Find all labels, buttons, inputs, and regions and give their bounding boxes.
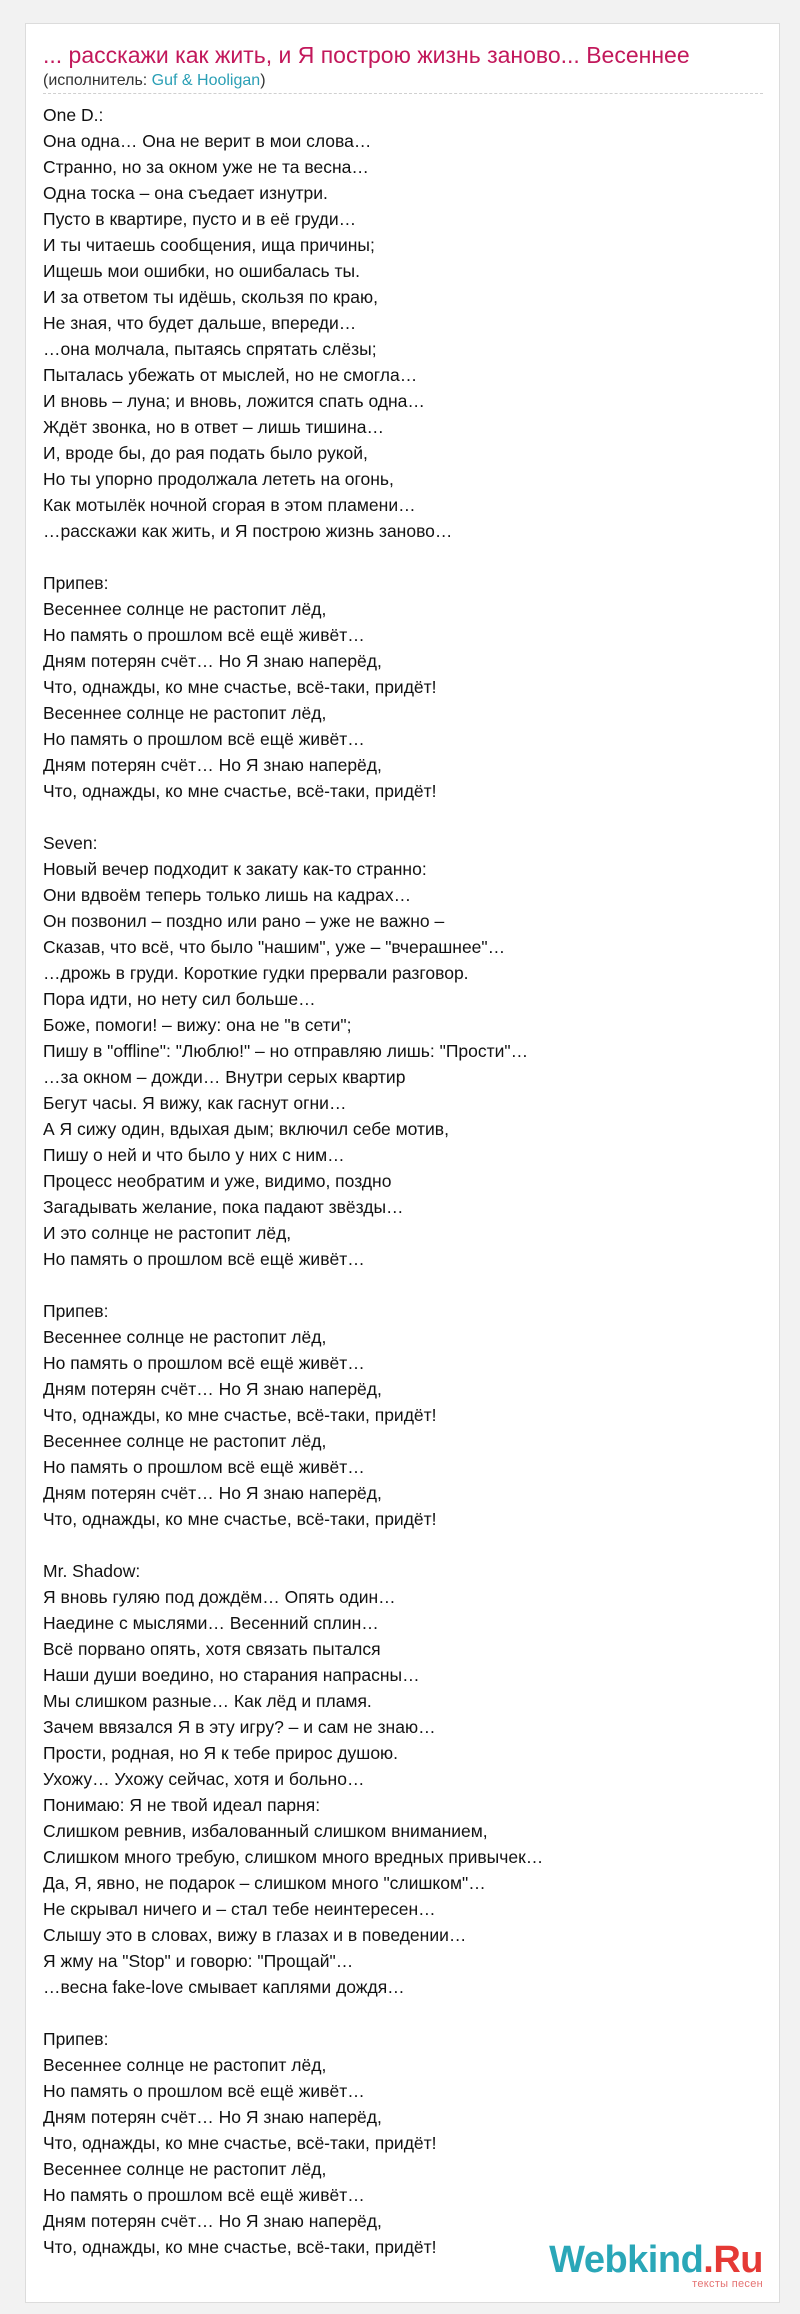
- lyric-line: Загадывать желание, пока падают звёзды…: [43, 1197, 404, 1217]
- lyric-line: Да, Я, явно, не подарок – слишком много "слишком"…: [43, 1873, 486, 1893]
- lyric-line: …дрожь в груди. Короткие гудки прервали разговор.: [43, 963, 469, 983]
- lyric-line: Дням потерян счёт… Но Я знаю наперёд,: [43, 1379, 382, 1399]
- lyric-line: Но память о прошлом всё ещё живёт…: [43, 1353, 365, 1373]
- lyric-line: Боже, помоги! – вижу: она не "в сети";: [43, 1015, 352, 1035]
- lyric-line: Весеннее солнце не растопит лёд,: [43, 1431, 327, 1451]
- lyric-line: Наши души воедино, но старания напрасны…: [43, 1665, 420, 1685]
- lyric-line: Весеннее солнце не растопит лёд,: [43, 1327, 327, 1347]
- lyric-line: И ты читаешь сообщения, ища причины;: [43, 235, 375, 255]
- lyric-line: One D.:: [43, 105, 104, 125]
- lyric-line: Одна тоска – она съедает изнутри.: [43, 183, 328, 203]
- lyric-line: Но память о прошлом всё ещё живёт…: [43, 2185, 365, 2205]
- lyric-line: Слышу это в словах, вижу в глазах и в поведении…: [43, 1925, 467, 1945]
- lyric-line: Но память о прошлом всё ещё живёт…: [43, 2081, 365, 2101]
- lyrics-page: [25, 23, 780, 2303]
- site-logo[interactable]: [549, 2240, 763, 2290]
- lyric-line: …расскажи как жить, и Я построю жизнь заново…: [43, 521, 453, 541]
- logo-tld: .Ru: [703, 2239, 763, 2281]
- lyric-line: Ждёт звонка, но в ответ – лишь тишина…: [43, 417, 385, 437]
- lyric-line: И это солнце не растопит лёд,: [43, 1223, 292, 1243]
- lyric-line: Процесс необратим и уже, видимо, поздно: [43, 1171, 392, 1191]
- stanza-break: [43, 544, 763, 570]
- lyric-line: Пишу в "offline": "Люблю!" – но отправляю лишь: "Прости"…: [43, 1041, 529, 1061]
- lyric-line: Что, однажды, ко мне счастье, всё-таки, придёт!: [43, 1405, 437, 1425]
- lyric-line: Не зная, что будет дальше, впереди…: [43, 313, 357, 333]
- lyric-line: …она молчала, пытаясь спрятать слёзы;: [43, 339, 377, 359]
- lyric-line: Что, однажды, ко мне счастье, всё-таки, придёт!: [43, 2133, 437, 2153]
- lyric-line: Что, однажды, ко мне счастье, всё-таки, придёт!: [43, 677, 437, 697]
- lyric-line: Дням потерян счёт… Но Я знаю наперёд,: [43, 2107, 382, 2127]
- lyric-line: Дням потерян счёт… Но Я знаю наперёд,: [43, 651, 382, 671]
- lyric-line: Прости, родная, но Я к тебе прирос душою.: [43, 1743, 399, 1763]
- lyric-line: И вновь – луна; и вновь, ложится спать одна…: [43, 391, 425, 411]
- lyric-line: Слишком много требую, слишком много вредных привычек…: [43, 1847, 544, 1867]
- lyric-line: Слишком ревнив, избалованный слишком вниманием,: [43, 1821, 488, 1841]
- lyric-line: Как мотылёк ночной сгорая в этом пламени…: [43, 495, 416, 515]
- stanza-break: [43, 1272, 763, 1298]
- page-title: ... расскажи как жить, и Я построю жизнь заново... Весеннее: [43, 42, 690, 68]
- lyric-line: Что, однажды, ко мне счастье, всё-таки, придёт!: [43, 1509, 437, 1529]
- lyric-line: Они вдвоём теперь только лишь на кадрах…: [43, 885, 412, 905]
- lyric-line: А Я сижу один, вдыхая дым; включил себе мотив,: [43, 1119, 449, 1139]
- lyric-line: Но память о прошлом всё ещё живёт…: [43, 1249, 365, 1269]
- lyric-line: Весеннее солнце не растопит лёд,: [43, 599, 327, 619]
- lyric-line: Весеннее солнце не растопит лёд,: [43, 2055, 327, 2075]
- logo-tagline: тексты песен: [692, 2278, 763, 2290]
- lyric-line: Дням потерян счёт… Но Я знаю наперёд,: [43, 755, 382, 775]
- lyric-line: Весеннее солнце не растопит лёд,: [43, 2159, 327, 2179]
- lyric-line: Пыталась убежать от мыслей, но не смогла…: [43, 365, 418, 385]
- lyric-line: Припев:: [43, 573, 109, 593]
- lyric-line: Seven:: [43, 833, 98, 853]
- lyric-line: И за ответом ты идёшь, скользя по краю,: [43, 287, 378, 307]
- performer-link[interactable]: Guf & Hooligan: [151, 72, 261, 89]
- lyric-line: Пусто в квартире, пусто и в её груди…: [43, 209, 357, 229]
- lyric-line: Что, однажды, ко мне счастье, всё-таки, придёт!: [43, 781, 437, 801]
- lyric-line: Припев:: [43, 1301, 109, 1321]
- lyric-line: Наедине с мыслями… Весенний сплин…: [43, 1613, 379, 1633]
- lyric-line: Бегут часы. Я вижу, как гаснут огни…: [43, 1093, 347, 1113]
- lyric-line: Он позвонил – поздно или рано – уже не важно –: [43, 911, 445, 931]
- lyric-line: Дням потерян счёт… Но Я знаю наперёд,: [43, 2211, 382, 2231]
- lyric-line: Я вновь гуляю под дождём… Опять один…: [43, 1587, 396, 1607]
- lyric-line: Ищешь мои ошибки, но ошибалась ты.: [43, 261, 360, 281]
- stanza-break: [43, 2000, 763, 2026]
- lyric-line: Пишу о ней и что было у них с ним…: [43, 1145, 345, 1165]
- stanza-break: [43, 1532, 763, 1558]
- lyric-line: Новый вечер подходит к закату как-то странно:: [43, 859, 427, 879]
- lyric-line: Ухожу… Ухожу сейчас, хотя и больно…: [43, 1769, 365, 1789]
- divider: [43, 93, 763, 94]
- lyrics-text: [43, 102, 763, 2260]
- lyric-line: Понимаю: Я не твой идеал парня:: [43, 1795, 321, 1815]
- lyric-line: Мы слишком разные… Как лёд и пламя.: [43, 1691, 372, 1711]
- lyric-line: …за окном – дожди… Внутри серых квартир: [43, 1067, 406, 1087]
- lyric-line: Что, однажды, ко мне счастье, всё-таки, придёт!: [43, 2237, 437, 2257]
- lyric-line: Зачем ввязался Я в эту игру? – и сам не знаю…: [43, 1717, 436, 1737]
- performer-suffix: ): [260, 72, 266, 89]
- lyric-line: Она одна… Она не верит в мои слова…: [43, 131, 372, 151]
- lyric-line: Странно, но за окном уже не та весна…: [43, 157, 369, 177]
- logo-main-text: Webkind: [549, 2239, 704, 2281]
- lyric-line: …весна fake-love смывает каплями дождя…: [43, 1977, 405, 1997]
- lyric-line: И, вроде бы, до рая подать было рукой,: [43, 443, 368, 463]
- lyric-line: Я жму на "Stop" и говорю: "Прощай"…: [43, 1951, 354, 1971]
- lyric-line: Сказав, что всё, что было "нашим", уже – "вчерашнее"…: [43, 937, 506, 957]
- lyric-line: Mr. Shadow:: [43, 1561, 141, 1581]
- lyric-line: Но память о прошлом всё ещё живёт…: [43, 625, 365, 645]
- lyric-line: Всё порвано опять, хотя связать пытался: [43, 1639, 381, 1659]
- stanza-break: [43, 804, 763, 830]
- lyric-line: Дням потерян счёт… Но Я знаю наперёд,: [43, 1483, 382, 1503]
- lyric-line: Но память о прошлом всё ещё живёт…: [43, 1457, 365, 1477]
- performer-line: [43, 71, 266, 91]
- lyric-line: Пора идти, но нету сил больше…: [43, 989, 316, 1009]
- performer-prefix: (исполнитель:: [43, 72, 152, 89]
- lyric-line: Но ты упорно продолжала лететь на огонь,: [43, 469, 394, 489]
- lyric-line: Припев:: [43, 2029, 109, 2049]
- lyric-line: Весеннее солнце не растопит лёд,: [43, 703, 327, 723]
- lyric-line: Но память о прошлом всё ещё живёт…: [43, 729, 365, 749]
- lyric-line: Не скрывал ничего и – стал тебе неинтересен…: [43, 1899, 436, 1919]
